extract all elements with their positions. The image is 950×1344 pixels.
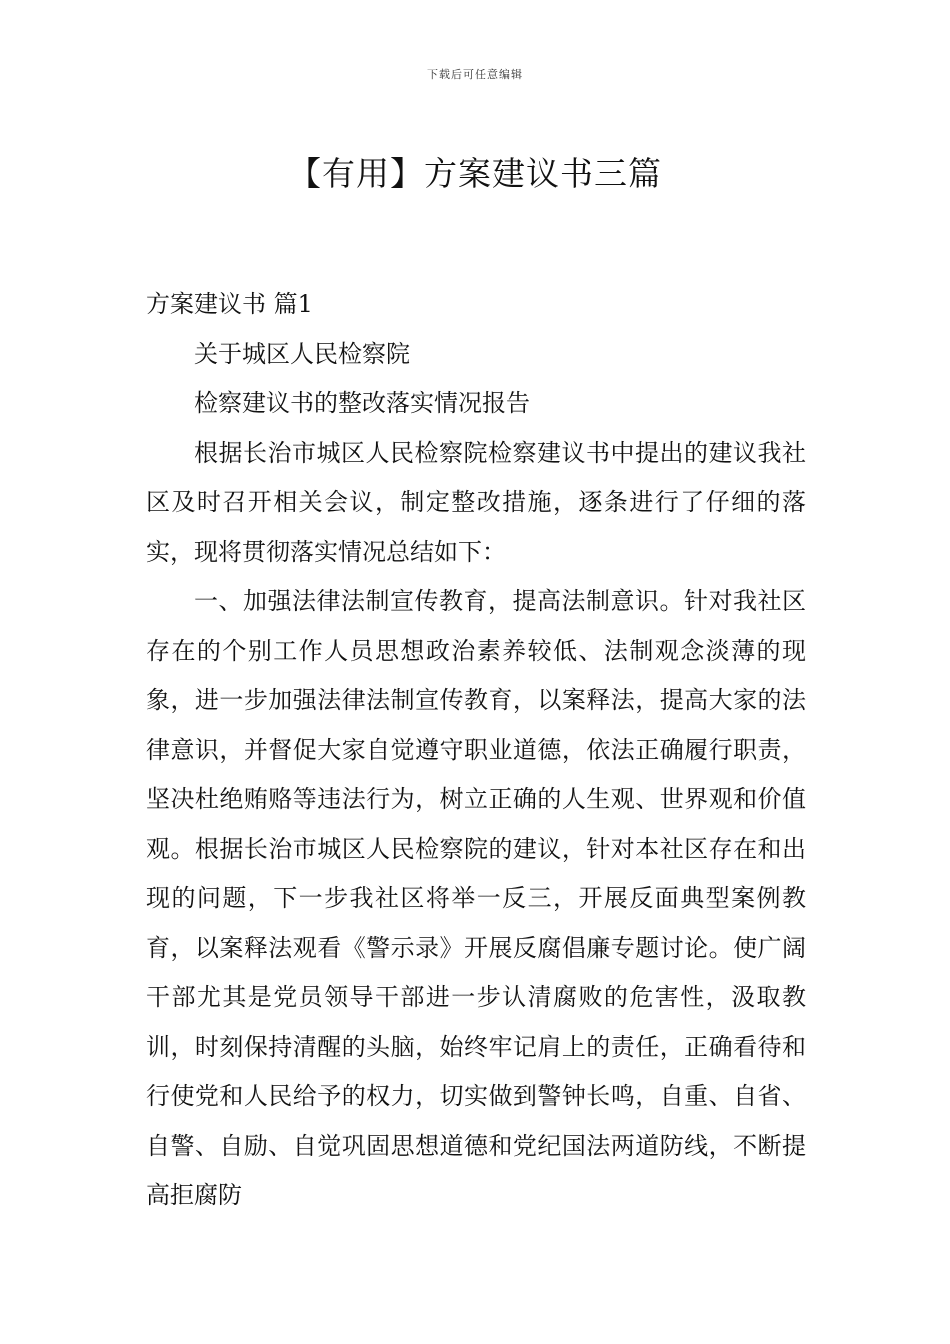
section-heading: 方案建议书 篇1 [146, 290, 313, 318]
body-paragraph-item-1: 一、加强法律法制宣传教育，提高法制意识。针对我社区存在的个别工作人员思想政治素养较低、法制观念淡薄的现象，进一步加强法律法制宣传教育，以案释法，提高大家的法律意识，并督促大家自觉遵守职业道德，依法正确履行职责，坚决杜绝贿赂等违法行为，树立正确的人生观、世界观和价值观。根据长治市城区人民检察院的建议，针对本社区存在和出现的问题，下一步我社区将举一反三，开展反面典型案例教育，以案释法观看《警示录》开展反腐倡廉专题讨论。使广阔干部尤其是党员领导干部进一步认清腐败的危害性，汲取教训，时刻保持清醒的头脑，始终牢记肩上的责任，正确看待和行使党和人民给予的权力，切实做到警钟长鸣，自重、自省、自警、自励、自觉巩固思想道德和党纪国法两道防线，不断提高拒腐防 [146, 587, 806, 1209]
document-title: 【有用】方案建议书三篇 [288, 154, 662, 194]
report-title-line: 检察建议书的整改落实情况报告 [194, 389, 530, 417]
document-body [146, 280, 806, 1221]
addressee-line: 关于城区人民检察院 [194, 339, 410, 368]
body-paragraph-intro: 根据长治市城区人民检察院检察建议书中提出的建议我社区及时召开相关会议，制定整改措施，逐条进行了仔细的落实，现将贯彻落实情况总结如下： [146, 438, 806, 566]
page-header-note: 下载后可任意编辑 [427, 68, 523, 81]
